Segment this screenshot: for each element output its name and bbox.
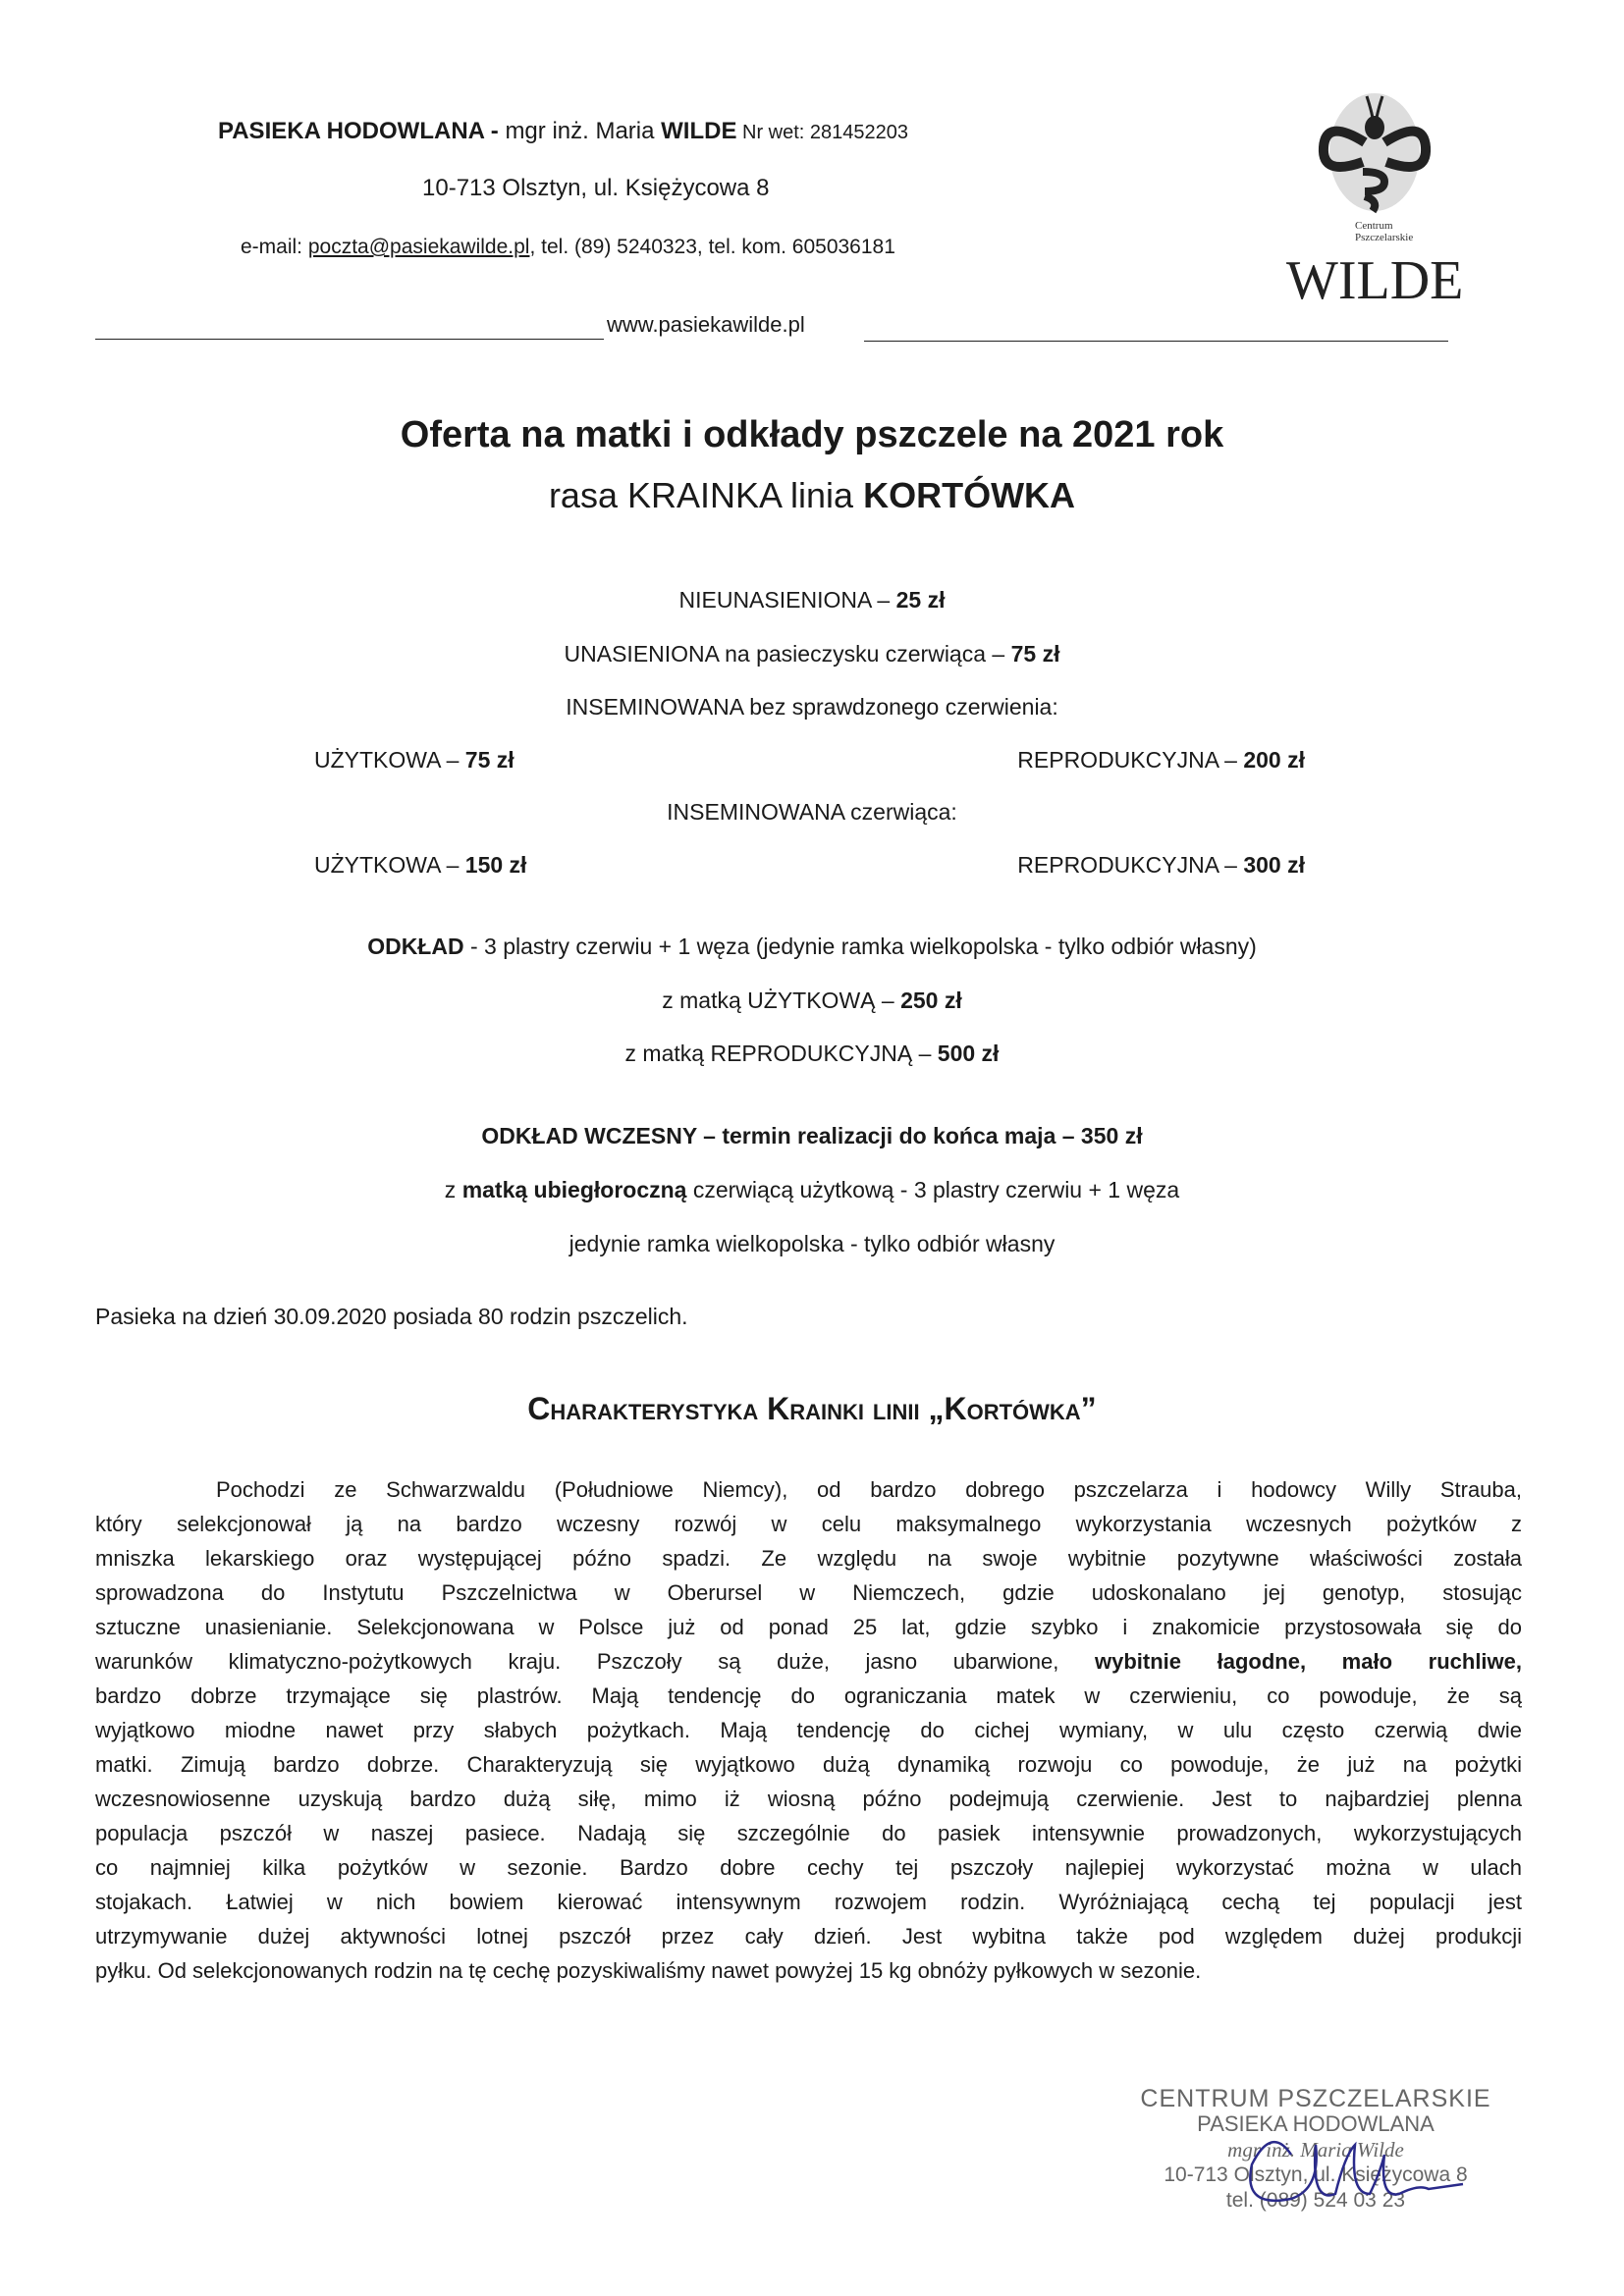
owner-surname: WILDE — [661, 118, 737, 144]
paragraph-line: wczesnowiosenne uzyskują bardzo dużą siłę, mimo iż wiosną późno podejmują czerwienie. Jest to najbardziej plenna — [95, 1787, 1522, 1811]
paragraph-line: wyjątkowo miodne nawet przy słabych pożytkach. Mają tendencję do cichej wymiany, w ulu często czerwią dwie — [95, 1718, 1522, 1742]
logo-name: WILDE — [1286, 250, 1464, 311]
letterhead-line-1 — [218, 118, 908, 145]
stamp-line-4: 10-713 Olsztyn, ul. Księżycowa 8 — [1164, 2163, 1468, 2186]
colonies-note: Pasieka na dzień 30.09.2020 posiada 80 rodzin pszczelich. — [95, 1304, 688, 1329]
paragraph-line: warunków klimatyczno-pożytkowych kraju. Pszczoły są duże, jasno ubarwione, wybitnie łagodne, mało ruchliwe, — [95, 1649, 1522, 1674]
odklad-wczesny-note: jedynie ramka wielkopolska - tylko odbiór własny — [568, 1231, 1056, 1256]
price-nieunasieniona: NIEUNASIENIONA – 25 zł — [678, 587, 946, 613]
section-heading: Charakterystyka Krainki linii „Kortówka” — [527, 1391, 1097, 1426]
stamp-line-3: mgr inż. Maria Wilde — [1227, 2138, 1404, 2162]
paragraph-line: bardzo dobrze trzymające się plastrów. Mają tendencję do ograniczania matek w czerwieniu, co powoduje, że są — [95, 1683, 1522, 1708]
separator: - — [484, 118, 506, 144]
paragraph-line: który selekcjonował ją na bardzo wczesny rozwój w celu maksymalnego wykorzystania wczesnych pożytków z — [95, 1512, 1522, 1536]
page-subtitle — [0, 475, 1624, 516]
inseminowana-czerwiaca-heading: INSEMINOWANA czerwiąca: — [667, 799, 957, 825]
website-link[interactable]: www.pasiekawilde.pl — [607, 312, 805, 337]
characteristics-paragraph — [95, 1472, 1522, 1988]
company-stamp — [1119, 2086, 1512, 2214]
price-ins2-uzytkowa: UŻYTKOWA – 150 zł — [314, 852, 527, 878]
odklad-reprodukcyjna: z matką REPRODUKCYJNĄ – 500 zł — [624, 1041, 1000, 1066]
paragraph-line: sztuczne unasienianie. Selekcjonowana w Polsce już od ponad 25 lat, gdzie szybko i znakomicie przystosowała się do — [95, 1615, 1522, 1639]
paragraph-line: sprowadzona do Instytutu Pszczelnictwa w Oberursel w Niemczech, gdzie udoskonalano jej genotyp, stosując — [95, 1580, 1522, 1605]
org-name: PASIEKA HODOWLANA — [218, 118, 485, 144]
bee-icon — [1286, 88, 1463, 216]
paragraph-line: populacja pszczół w naszej pasiece. Nadają się szczególnie do pasiek intensywnie prowadzonych, wykorzystujących — [95, 1821, 1522, 1845]
logo — [1286, 88, 1463, 329]
paragraph-line: matki. Zimują bardzo dobrze. Charakteryzują się wyjątkowo dużą dynamiką rozwoju co powoduje, że już na pożytki — [95, 1752, 1522, 1777]
paragraph-line: co najmniej kilka pożytków w sezonie. Bardzo dobre cechy tej pszczoły najlepiej wykorzystać można w ulach — [95, 1855, 1522, 1880]
paragraph-line: stojakach. Łatwiej w nich bowiem kierować intensywnym rozwojem rodzin. Wyróżniającą cechą tej populacji jest — [95, 1890, 1522, 1914]
logo-line-1: Centrum — [1355, 220, 1393, 232]
paragraph-line: utrzymywanie dużej aktywności lotnej pszczół przez cały dzień. Jest wybitna także pod względem dużej produkcji — [95, 1924, 1522, 1949]
odklad-uzytkowa: z matką UŻYTKOWĄ – 250 zł — [662, 988, 962, 1013]
phones: , tel. (89) 5240323, tel. kom. 605036181 — [529, 236, 895, 258]
paragraph-line: mniszka lekarskiego oraz występującej późno spadzi. Ze względu na swoje wybitnie pozytywne właściwości została — [95, 1546, 1522, 1571]
email-label: e-mail: — [241, 236, 308, 258]
page-title: Oferta na matki i odkłady pszczele na 2021 rok — [400, 414, 1224, 455]
stamp-line-1: CENTRUM PSZCZELARSKIE — [1140, 2085, 1491, 2112]
price-unasieniona: UNASIENIONA na pasieczysku czerwiąca – 75 zł — [564, 641, 1060, 667]
contact-line — [241, 236, 895, 259]
inseminowana-heading: INSEMINOWANA bez sprawdzonego czerwienia: — [566, 694, 1058, 720]
price-ins1-uzytkowa: UŻYTKOWA – 75 zł — [314, 747, 514, 773]
stamp-line-5: tel. (089) 524 03 23 — [1225, 2189, 1406, 2212]
signature — [1232, 2115, 1468, 2223]
subtitle-prefix: rasa KRAINKA linia — [548, 475, 864, 515]
address: 10-713 Olsztyn, ul. Księżycowa 8 — [422, 175, 770, 201]
odklad-wczesny-heading: ODKŁAD WCZESNY – termin realizacji do końca maja – 350 zł — [481, 1123, 1143, 1148]
vet-number: Nr wet: 281452203 — [736, 122, 909, 143]
odklad-line: ODKŁAD - 3 plastry czerwiu + 1 węza (jedynie ramka wielkopolska - tylko odbiór własny) — [367, 934, 1257, 959]
stamp-line-2: PASIEKA HODOWLANA — [1197, 2111, 1435, 2136]
subtitle-line: KORTÓWKA — [863, 475, 1076, 515]
odklad-wczesny-desc: z matką ubiegłoroczną czerwiącą użytkową - 3 plastry czerwiu + 1 węza — [444, 1177, 1180, 1202]
header-rule-left — [95, 339, 604, 340]
paragraph-line: pyłku. Od selekcjonowanych rodzin na tę cechę pozyskiwaliśmy nawet powyżej 15 kg obnóży pyłkowych w sezonie. — [95, 1958, 1202, 1983]
email-link[interactable]: poczta@pasiekawilde.pl — [307, 236, 530, 258]
logo-line-2: Pszczelarskie — [1355, 232, 1414, 243]
bold-phrase: wybitnie łagodne, mało ruchliwe, — [1095, 1649, 1522, 1674]
paragraph-line: Pochodzi ze Schwarzwaldu (Południowe Niemcy), od bardzo dobrego pszczelarza i hodowcy Willy Strauba, — [216, 1477, 1522, 1502]
price-ins2-reprodukcyjna: REPRODUKCYJNA – 300 zł — [1017, 852, 1305, 878]
header-rule-right — [864, 341, 1448, 342]
owner-name: mgr inż. Maria — [505, 118, 662, 144]
price-ins1-reprodukcyjna: REPRODUKCYJNA – 200 zł — [1017, 747, 1305, 773]
